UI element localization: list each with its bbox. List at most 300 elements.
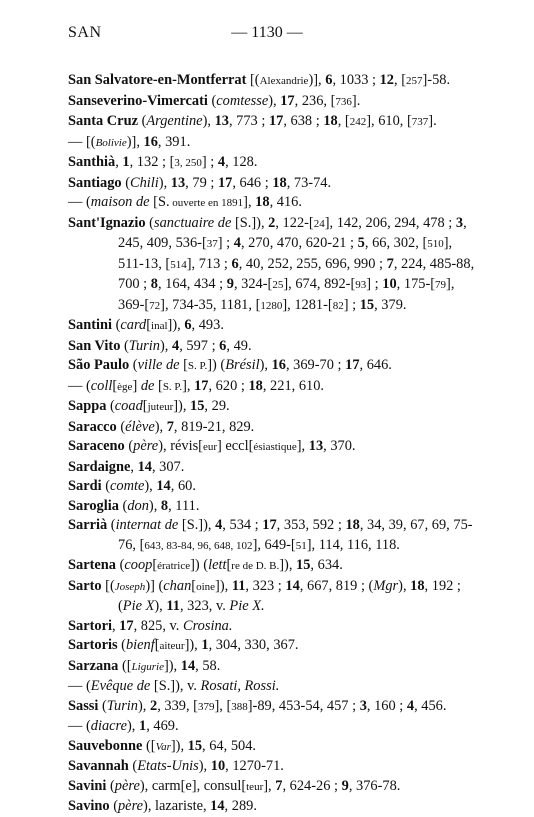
entry-text: S. P. <box>162 380 183 393</box>
index-entry <box>68 516 478 556</box>
entry-text: , <box>111 617 120 634</box>
index-entry <box>68 193 478 214</box>
entry-text: 82 <box>332 299 344 312</box>
volume-number: 14 <box>137 458 152 475</box>
entry-text: père <box>117 798 144 814</box>
entry-text: ] <box>132 377 141 394</box>
entry-text: ]-89, 453-54, 457 ; <box>247 697 360 714</box>
entry-text: , 379. <box>374 296 407 313</box>
entry-text: 24 <box>313 217 325 230</box>
entry-text: , 391. <box>157 133 191 150</box>
entry-text: Bolivie <box>95 136 127 149</box>
index-entry <box>68 133 478 154</box>
entry-text: coad <box>114 398 143 414</box>
entry-text: , 353, 592 ; <box>276 517 346 533</box>
entry-text: , 597 ; <box>179 337 220 354</box>
volume-number: 12 <box>379 72 394 88</box>
entry-text: 3, 250 <box>174 157 202 169</box>
entry-text: , 376-78. <box>348 777 401 794</box>
entry-text: ] ; <box>343 296 360 313</box>
entry-headword: Sant'Ignazio <box>68 214 146 231</box>
entry-text: ), <box>158 174 171 191</box>
entry-text: ), carm[e], consul[ <box>139 777 247 794</box>
entry-headword: Sardaigne <box>68 458 131 475</box>
volume-number: 1 <box>201 637 209 653</box>
entry-headword: Sartena <box>68 557 116 573</box>
entry-text: Alexandrie <box>259 75 309 87</box>
index-entry <box>68 397 478 418</box>
volume-number: 18 <box>323 113 338 129</box>
entry-text: — ( <box>68 377 91 394</box>
entry-text: , 289. <box>224 798 257 814</box>
entry-text: ]), <box>184 637 202 653</box>
index-entry <box>68 717 478 737</box>
volume-number: 15 <box>190 398 205 414</box>
entry-text: ), <box>138 697 150 714</box>
entry-text: , 245, 409, 536-[ <box>118 214 467 251</box>
entry-text: 379 <box>197 700 215 713</box>
entry-text: [S.]), <box>178 517 216 533</box>
volume-number: 18 <box>272 174 287 191</box>
entry-text: , 667, 819 ; ( <box>299 577 374 594</box>
entry-text: 25 <box>272 279 284 291</box>
entry-text: [ <box>142 398 148 414</box>
entry-text: [S.]), v. <box>150 678 201 694</box>
volume-number: 17 <box>268 113 284 129</box>
volume-number: 1 <box>122 154 130 170</box>
entry-text: — ( <box>68 194 91 210</box>
entry-text: , 773 ; <box>228 113 269 129</box>
entry-text: ( <box>112 317 121 333</box>
entry-text: ([ <box>142 737 156 754</box>
volume-number: 8 <box>160 497 169 514</box>
entry-text: , 73-74. <box>286 174 332 191</box>
entry-text: re de D. B. <box>231 560 280 572</box>
entry-text: ( <box>137 113 147 129</box>
volume-number: 4 <box>406 697 415 714</box>
entry-text: ], <box>263 777 276 794</box>
entry-text: [ <box>226 557 232 573</box>
entry-text: , 370. <box>323 438 356 454</box>
volume-number: 17 <box>217 174 233 191</box>
entry-text: ), <box>154 418 167 435</box>
volume-number: 14 <box>210 798 225 814</box>
volume-number: 16 <box>271 357 286 373</box>
entry-text: 510 <box>427 238 444 250</box>
entry-headword: Santa Cruz <box>68 113 138 129</box>
entry-text: , 634. <box>310 557 343 573</box>
entry-text: card <box>120 317 147 333</box>
volume-number: 18 <box>255 194 270 210</box>
entry-text: [ <box>146 317 152 333</box>
entry-text: oine <box>196 580 216 593</box>
entry-text: , 416. <box>269 194 302 210</box>
entry-headword: Sappa <box>68 398 107 414</box>
entry-text: , 339, [ <box>157 697 198 714</box>
entry-text: ), <box>398 577 411 594</box>
entry-text: ]) ( <box>207 357 226 373</box>
entry-text: ] eccl[ <box>217 438 254 454</box>
entry-text: 37 <box>206 238 218 250</box>
index-entry <box>68 418 478 438</box>
volume-number: 11 <box>231 577 246 594</box>
entry-text: , 270, 470, 620-21 ; <box>240 235 358 251</box>
entry-text: ( <box>106 398 115 414</box>
entry-text: ( <box>129 357 138 373</box>
entry-text: ] ; <box>366 276 383 292</box>
entry-text: juteur <box>147 401 174 413</box>
volume-number: 7 <box>386 255 394 272</box>
entry-text: Evêque de <box>90 678 151 694</box>
entry-text: élève <box>125 418 155 435</box>
entry-text: 737 <box>411 116 429 128</box>
entry-headword: Sartori <box>68 617 112 634</box>
entry-text: Crosina. <box>183 617 233 634</box>
entry-text: comte <box>109 478 145 494</box>
entry-text: [S.]), <box>231 214 269 231</box>
index-entry <box>68 153 478 174</box>
entry-text: ), <box>144 478 157 494</box>
index-entry <box>68 797 478 817</box>
entry-text: Ligurie <box>131 660 164 673</box>
entry-headword: Sanseverino-Vimercati <box>68 92 208 109</box>
entry-text: 242 <box>349 116 367 128</box>
entry-text: 514 <box>170 258 187 271</box>
entry-text: , 323, v. <box>179 598 230 614</box>
entry-text: père <box>114 777 140 794</box>
entry-headword: São Paulo <box>68 357 130 373</box>
entry-text: )] ( <box>145 577 164 594</box>
volume-number: 13 <box>308 438 324 454</box>
entry-text: , 825, v. <box>133 617 183 634</box>
entry-headword: Santini <box>68 317 112 333</box>
entry-text: ]), <box>215 577 232 594</box>
entry-text: coop <box>124 557 153 573</box>
entry-text: comtesse <box>216 92 269 109</box>
page-number: — 1130 — <box>231 24 303 41</box>
index-entry <box>68 437 478 458</box>
entry-text: lett <box>208 557 227 573</box>
entry-text: ératrice <box>157 560 191 572</box>
entry-text: coll <box>90 377 113 394</box>
entry-text: père <box>133 438 159 454</box>
index-entry <box>68 174 478 194</box>
entry-text: ]), <box>167 317 185 333</box>
entry-headword: Sassi <box>68 697 99 714</box>
volume-number: 2 <box>150 697 158 714</box>
entry-text: ), <box>159 337 172 354</box>
entry-text: 257 <box>406 75 423 87</box>
entry-text: ] ; <box>201 154 218 170</box>
entry-text: ( <box>115 557 125 573</box>
entry-headword: Saraceno <box>68 438 125 454</box>
entry-headword: Sarrià <box>68 517 108 533</box>
entry-text: , 60. <box>170 478 196 494</box>
entry-headword: Sarzana <box>68 657 119 674</box>
entry-text: Turin <box>128 337 160 354</box>
entry-headword: Santhià <box>68 154 116 170</box>
entry-text: ), <box>154 598 167 614</box>
volume-number: 18 <box>345 517 360 533</box>
volume-number: 17 <box>194 377 209 394</box>
entry-text: ], <box>243 194 256 210</box>
entry-text: ( <box>107 517 116 533</box>
entry-text: , 40, 252, 255, 696, 990 ; <box>238 255 387 272</box>
volume-number: 3 <box>455 214 464 231</box>
entry-text: ( <box>117 637 126 653</box>
entry-text: , 224, 485-88, 700 ; <box>118 255 475 292</box>
entry-text: ], 114, 116, 118. <box>306 536 400 553</box>
entry-text: [ <box>152 557 158 573</box>
entry-text: , 493. <box>191 317 224 333</box>
entry-text: ), <box>148 497 161 514</box>
volume-number: 10 <box>382 276 397 292</box>
entry-text: ([ <box>118 657 132 674</box>
entry-text: , 1270-71. <box>225 758 284 774</box>
volume-number: 15 <box>296 557 311 573</box>
entry-text: Rosati, Rossi. <box>200 678 280 694</box>
volume-number: 17 <box>345 357 360 373</box>
volume-number: 7 <box>166 418 174 435</box>
entry-text: ]), <box>279 557 297 573</box>
entry-text: ]) ( <box>190 557 209 573</box>
entry-text: [ <box>154 637 160 653</box>
entry-text: , 122-[ <box>275 214 314 231</box>
entry-text: , 192 ; ( <box>118 577 461 614</box>
index-entry <box>68 71 478 92</box>
entry-text: aiteur <box>159 640 185 652</box>
entry-text: internat de <box>115 517 179 533</box>
index-entry <box>68 356 478 377</box>
entry-text: [ <box>154 377 163 394</box>
volume-number: 17 <box>262 517 277 533</box>
entry-headword: Savini <box>68 777 107 794</box>
entry-text: Argentine <box>146 113 203 129</box>
entry-text: 1280 <box>260 299 283 312</box>
entry-text: Var <box>155 740 171 753</box>
entry-text: ( <box>116 418 126 435</box>
entry-text: bienf <box>125 637 155 653</box>
entry-text: sanctuaire de <box>153 214 232 231</box>
entry-text: , 646 ; <box>232 174 273 191</box>
entry-text: ] ; <box>217 235 234 251</box>
volume-number: 5 <box>357 235 365 251</box>
entry-text: , 324-[ <box>233 276 273 292</box>
volume-number: 11 <box>166 598 180 614</box>
volume-number: 14 <box>156 478 171 494</box>
index-entry <box>68 337 478 357</box>
entry-text: ], 649-[ <box>252 536 296 553</box>
entry-text: 93 <box>355 279 367 291</box>
entry-text: , 456. <box>414 697 447 714</box>
running-head: SAN <box>68 24 102 41</box>
index-entry <box>68 697 478 718</box>
entry-text: ]), <box>170 737 188 754</box>
volume-number: 2 <box>268 214 276 231</box>
entry-text: ( <box>145 214 154 231</box>
entry-text: ( <box>121 174 130 191</box>
volume-number: 7 <box>275 777 283 794</box>
volume-number: 6 <box>325 72 333 88</box>
entry-text: , 469. <box>146 718 179 734</box>
volume-number: 1 <box>139 718 147 734</box>
entry-text: , 58. <box>195 657 221 674</box>
entry-text: eur <box>202 441 218 453</box>
entry-text: , 236, [ <box>294 92 336 109</box>
entry-text: , 64, 504. <box>202 737 256 754</box>
entry-text: Mgr <box>373 577 399 594</box>
entry-text: Brésil <box>225 357 260 373</box>
entry-text: chan <box>163 577 192 594</box>
entry-text: inal <box>151 320 168 332</box>
index-entry <box>68 737 478 758</box>
volume-number: 6 <box>219 337 227 354</box>
index-entry <box>68 577 478 617</box>
entry-text: ( <box>101 478 110 494</box>
volume-number: 13 <box>170 174 186 191</box>
entry-text: ville de <box>137 357 180 373</box>
entry-text: ], [ <box>214 697 232 714</box>
index-list <box>68 71 478 817</box>
volume-number: 18 <box>410 577 425 594</box>
entry-text: , 49. <box>226 337 252 354</box>
entry-headword: Saroglia <box>68 497 119 514</box>
entry-headword: Savino <box>68 798 110 814</box>
volume-number: 9 <box>341 777 349 794</box>
entry-text: 388 <box>231 700 248 713</box>
entry-headword: Sartoris <box>68 637 118 653</box>
volume-number: 14 <box>285 577 300 594</box>
entry-text: , 132 ; [ <box>129 154 175 170</box>
entry-text: Pie X. <box>229 598 265 614</box>
entry-text: don <box>127 497 149 514</box>
entry-text: ]. <box>428 113 437 129</box>
entry-text: ], 142, 206, 294, 478 ; <box>324 214 456 231</box>
entry-headword: Sardi <box>68 478 102 494</box>
entry-text: ], 674, 892-[ <box>283 276 356 292</box>
entry-headword: Santiago <box>68 174 122 191</box>
index-entry <box>68 617 478 637</box>
index-entry <box>68 92 478 113</box>
entry-text: ouverte en 1891 <box>169 197 244 209</box>
entry-text: , 175-[ <box>396 276 436 292</box>
entry-headword: San Vito <box>68 337 121 354</box>
volume-number: 18 <box>248 377 263 394</box>
volume-number: 4 <box>233 235 241 251</box>
entry-text: ], 713 ; <box>186 255 232 272</box>
entry-text: — ( <box>68 678 91 694</box>
entry-text: , 79 ; <box>185 174 218 191</box>
entry-text: [ <box>191 577 197 594</box>
entry-text: ), révis[ <box>158 438 203 454</box>
entry-text: Chili <box>129 174 159 191</box>
entry-text: [ <box>149 194 158 210</box>
entry-text: ], <box>182 377 195 394</box>
entry-text: , 624-26 ; <box>282 777 342 794</box>
entry-text: ]. <box>351 92 361 109</box>
entry-text: ], 734-35, 1181, [ <box>160 296 261 313</box>
volume-number: 8 <box>150 276 158 292</box>
volume-number: 15 <box>359 296 375 313</box>
entry-text: teur <box>246 780 264 793</box>
entry-text: [( <box>246 72 260 88</box>
entry-text: , 819-21, 829. <box>173 418 255 435</box>
entry-text: ), <box>259 357 272 373</box>
volume-number: 15 <box>187 737 203 754</box>
entry-text: ésiastique <box>253 441 297 453</box>
entry-text: , 646. <box>359 357 392 373</box>
volume-number: 6 <box>231 255 239 272</box>
index-entry <box>68 657 478 678</box>
entry-text: , <box>130 458 138 475</box>
entry-text: diacre <box>90 718 128 734</box>
entry-text: [ <box>112 377 118 394</box>
index-entry <box>68 377 478 398</box>
entry-text: , 111. <box>168 497 200 514</box>
entry-text: ( <box>98 697 107 714</box>
entry-text: ]-58. <box>422 72 451 88</box>
entry-text: , [ <box>337 113 350 129</box>
entry-text: , 1033 ; <box>332 72 380 88</box>
entry-text: [( <box>101 577 115 594</box>
entry-text: maison de <box>90 194 150 210</box>
index-entry <box>68 458 478 478</box>
index-entry <box>68 777 478 798</box>
entry-text: 643, 83-84, 96, 648, 102 <box>144 539 253 552</box>
entry-text: ( <box>124 438 134 454</box>
entry-text: , 29. <box>204 398 230 414</box>
index-entry <box>68 556 478 577</box>
entry-text: , 34, 39, 67, 69, 75-76, [ <box>118 517 473 553</box>
entry-text: Joseph <box>114 580 146 593</box>
index-entry <box>68 477 478 497</box>
entry-headword: Saracco <box>68 418 117 435</box>
entry-text: ( <box>118 497 128 514</box>
entry-text: ( <box>128 758 138 774</box>
entry-text: 79 <box>435 279 447 291</box>
entry-text: ]), <box>173 398 191 414</box>
volume-number: 16 <box>143 133 158 150</box>
entry-text: , 534 ; <box>222 517 263 533</box>
entry-text: ], 511-13, [ <box>118 235 453 272</box>
entry-text: ), <box>127 718 140 734</box>
entry-text: de <box>140 377 155 394</box>
entry-text: , 221, 610. <box>262 377 325 394</box>
entry-text: S. P. <box>187 360 208 372</box>
entry-text: , 128. <box>225 154 258 170</box>
entry-text: , 304, 330, 367. <box>208 637 299 653</box>
entry-text: , <box>115 154 123 170</box>
entry-headword: Sarto <box>68 577 102 594</box>
entry-text: [ <box>179 357 188 373</box>
volume-number: 6 <box>184 317 192 333</box>
entry-headword: Savannah <box>68 758 129 774</box>
index-entry <box>68 214 478 317</box>
entry-text: )], <box>308 72 326 88</box>
index-entry <box>68 636 478 657</box>
index-entry <box>68 497 478 517</box>
entry-headword: Sauvebonne <box>68 737 143 754</box>
entry-text: , 369-70 ; <box>285 357 346 373</box>
entry-text: ), <box>202 113 215 129</box>
entry-text: ), lazariste, <box>143 798 211 814</box>
entry-headword: San Salvatore-en-Montferrat <box>68 72 247 88</box>
entry-text: 51 <box>295 539 307 552</box>
entry-text: — ( <box>68 718 91 734</box>
entry-text: ège <box>117 380 133 393</box>
index-entry <box>68 316 478 337</box>
volume-number: 13 <box>214 113 229 129</box>
